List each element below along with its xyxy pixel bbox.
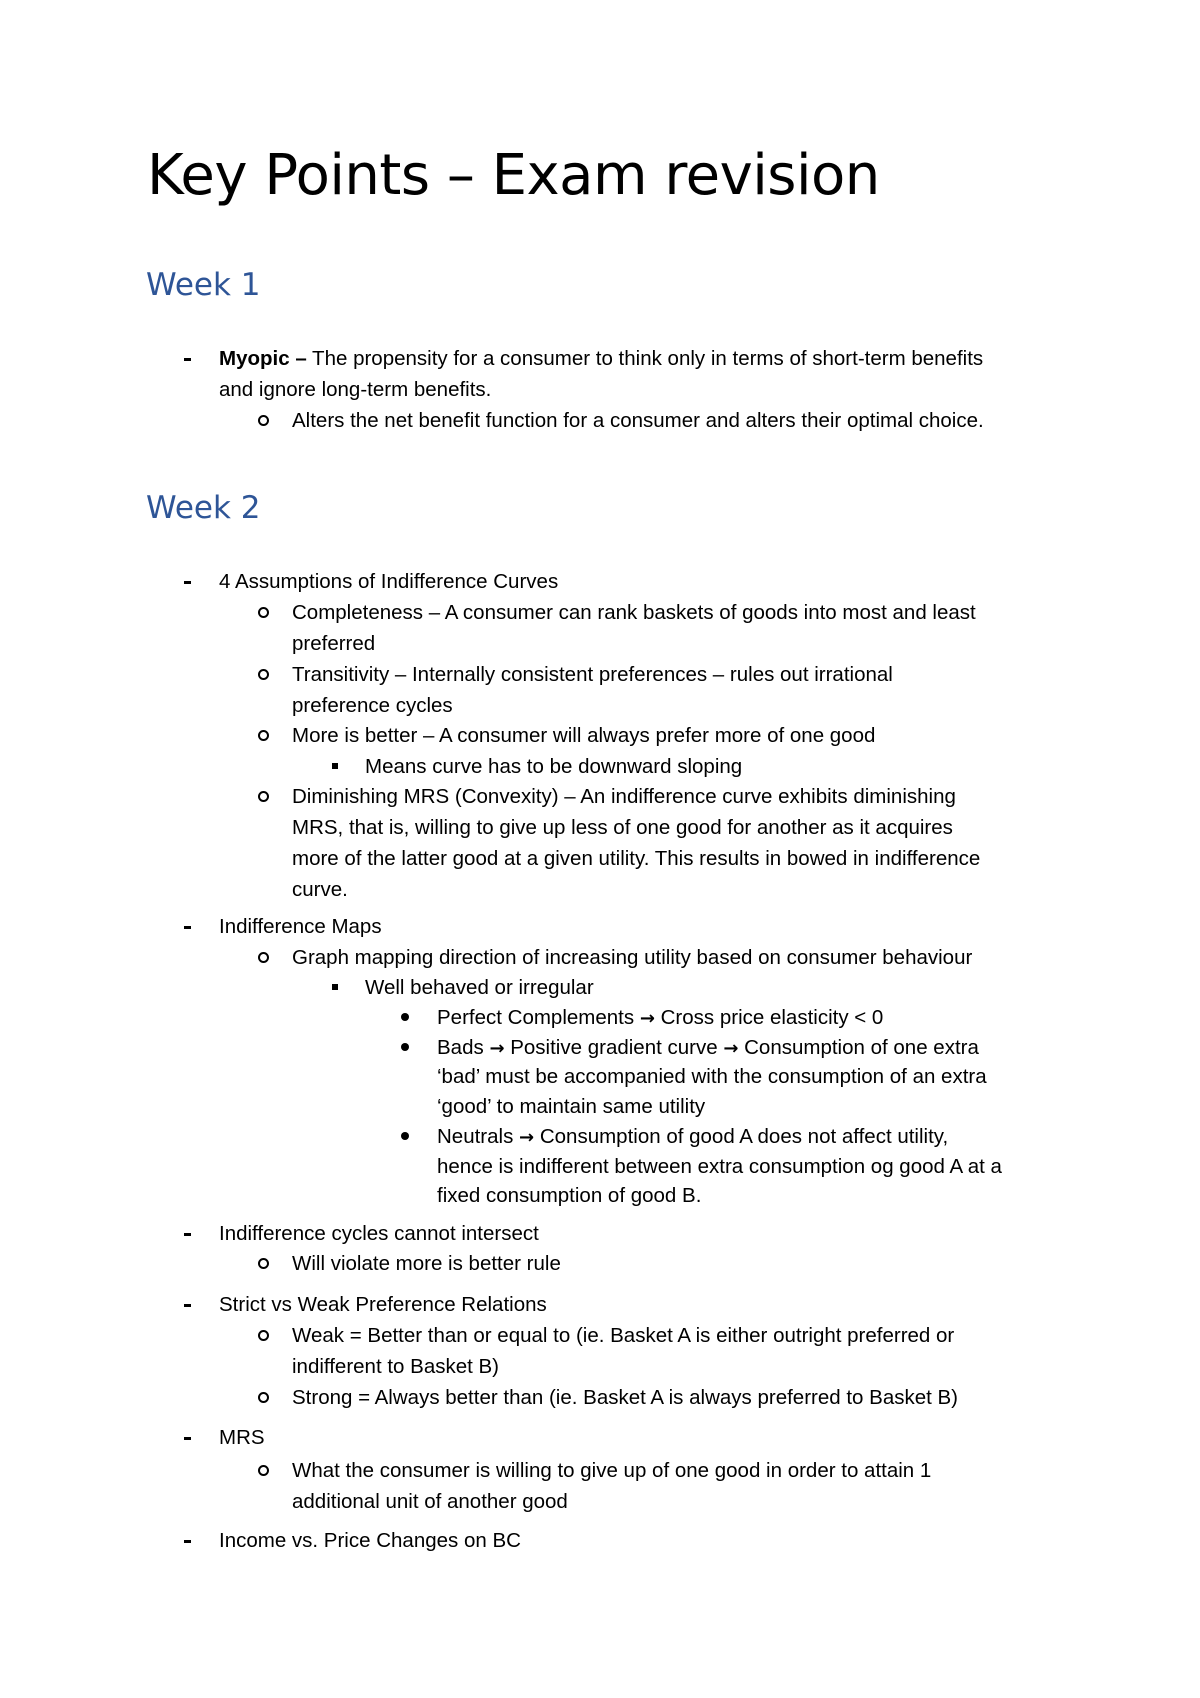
assumptions-label: 4 Assumptions of Indifference Curves bbox=[219, 570, 559, 593]
cross-price-elasticity-text: Cross price elasticity < 0 bbox=[660, 1006, 884, 1029]
neutrals-line-3: fixed consumption of good B. bbox=[437, 1184, 702, 1207]
graph-mapping: Graph mapping direction of increasing utility based on consumer behaviour bbox=[292, 946, 973, 969]
mrs-label: MRS bbox=[219, 1426, 265, 1449]
mrs-definition-line-2: additional unit of another good bbox=[292, 1490, 568, 1513]
consumption-extra-text: Consumption of one extra bbox=[744, 1036, 979, 1059]
myopic-definition-text: The propensity for a consumer to think only in terms of short-term benefits bbox=[312, 347, 984, 370]
heading-week-1: Week 1 bbox=[146, 267, 261, 303]
diminishing-mrs-line-4: curve. bbox=[292, 878, 348, 901]
weak-line-2: indifferent to Basket B) bbox=[292, 1355, 500, 1378]
transitivity-line-1: Transitivity – Internally consistent preferences – rules out irrational bbox=[292, 663, 893, 686]
diminishing-mrs-line-2: MRS, that is, willing to give up less of one good for another as it acquires bbox=[292, 816, 953, 839]
heading-week-2: Week 2 bbox=[146, 490, 261, 526]
perfect-complements-text: Perfect Complements bbox=[437, 1006, 635, 1029]
completeness-line-2: preferred bbox=[292, 632, 376, 655]
document-title: Key Points – Exam revision bbox=[147, 143, 880, 208]
violate-rule: Will violate more is better rule bbox=[292, 1252, 561, 1275]
bads-line-3: ‘good’ to maintain same utility bbox=[437, 1095, 706, 1118]
diminishing-mrs-line-1: Diminishing MRS (Convexity) – An indifference curve exhibits diminishing bbox=[292, 785, 956, 808]
perfect-complements bbox=[437, 1002, 883, 1034]
bads-line-1 bbox=[437, 1032, 979, 1064]
neutrals-line-1 bbox=[437, 1121, 948, 1153]
strong-relation: Strong = Always better than (ie. Basket A is always preferred to Basket B) bbox=[292, 1386, 959, 1409]
arrow-right-icon: → bbox=[519, 1127, 535, 1148]
myopic-term: Myopic – bbox=[219, 347, 307, 370]
income-price-label: Income vs. Price Changes on BC bbox=[219, 1529, 521, 1552]
arrow-right-icon: → bbox=[489, 1038, 505, 1059]
arrow-right-icon: → bbox=[639, 1008, 655, 1029]
myopic-sub-point: Alters the net benefit function for a consumer and alters their optimal choice. bbox=[292, 409, 984, 432]
transitivity-line-2: preference cycles bbox=[292, 694, 453, 717]
preference-relations-label: Strict vs Weak Preference Relations bbox=[219, 1293, 547, 1316]
mrs-definition-line-1: What the consumer is willing to give up of one good in order to attain 1 bbox=[292, 1459, 932, 1482]
positive-gradient-text: Positive gradient curve bbox=[510, 1036, 718, 1059]
arrow-right-icon: → bbox=[723, 1038, 739, 1059]
well-behaved: Well behaved or irregular bbox=[365, 976, 594, 999]
diminishing-mrs-line-3: more of the latter good at a given utility. This results in bowed in indifference bbox=[292, 847, 981, 870]
neutrals-text: Neutrals bbox=[437, 1125, 514, 1148]
myopic-definition-line-2: and ignore long-term benefits. bbox=[219, 378, 492, 401]
bads-text: Bads bbox=[437, 1036, 484, 1059]
myopic-definition-line-1 bbox=[219, 343, 983, 374]
completeness-line-1: Completeness – A consumer can rank baskets of goods into most and least bbox=[292, 601, 976, 624]
indifference-maps-label: Indifference Maps bbox=[219, 915, 382, 938]
more-is-better: More is better – A consumer will always prefer more of one good bbox=[292, 724, 876, 747]
bads-line-2: ‘bad’ must be accompanied with the consumption of an extra bbox=[437, 1065, 987, 1088]
neutrals-definition-text: Consumption of good A does not affect utility, bbox=[539, 1125, 949, 1148]
neutrals-line-2: hence is indifferent between extra consumption og good A at a bbox=[437, 1155, 1002, 1178]
downward-sloping: Means curve has to be downward sloping bbox=[365, 755, 743, 778]
indifference-cycles-label: Indifference cycles cannot intersect bbox=[219, 1222, 539, 1245]
weak-line-1: Weak = Better than or equal to (ie. Basket A is either outright preferred or bbox=[292, 1324, 955, 1347]
